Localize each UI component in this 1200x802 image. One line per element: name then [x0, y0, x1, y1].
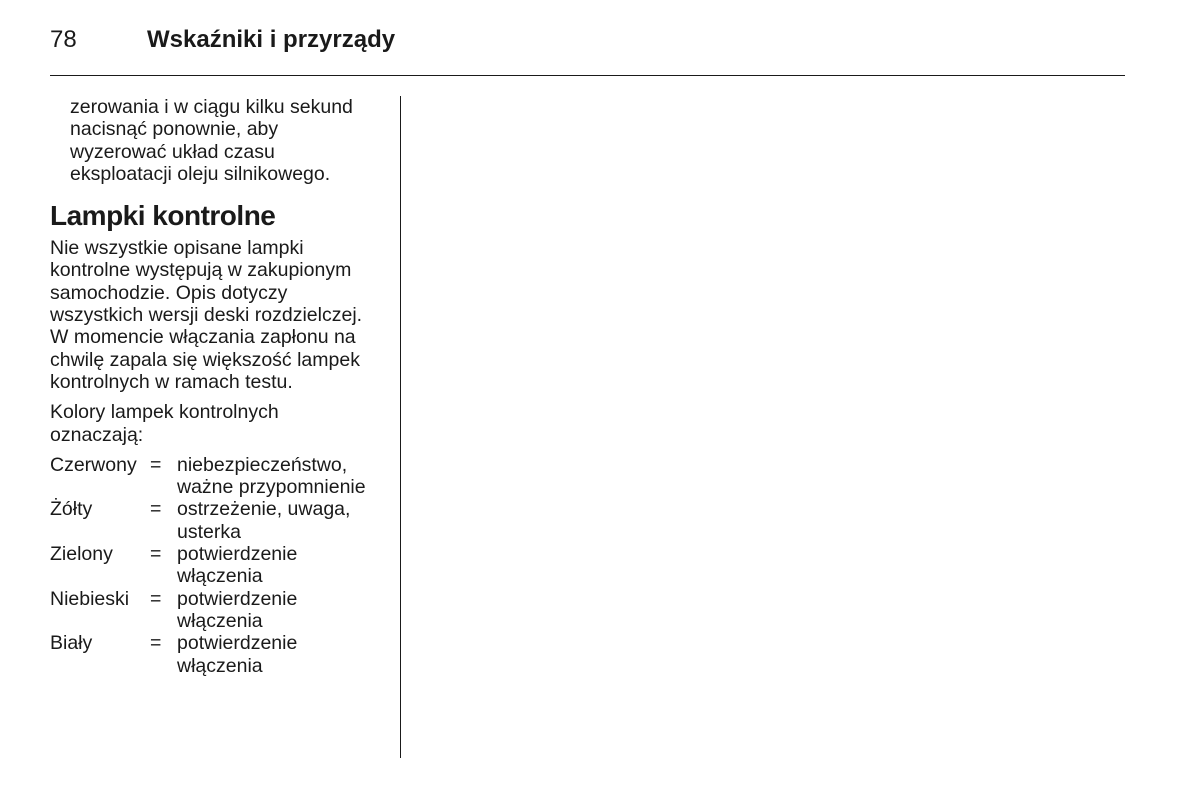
section-heading: Lampki kontrolne [50, 200, 276, 232]
equals-sign: = [150, 498, 162, 521]
color-meaning: ostrzeżenie, uwaga, usterka [177, 498, 351, 543]
color-legend-row [50, 588, 366, 633]
equals-sign: = [150, 587, 162, 610]
color-meaning: potwierdzenie włączenia [177, 632, 298, 677]
equals-sign: = [150, 453, 162, 476]
color-meaning: potwierdzenie włączenia [177, 587, 298, 632]
intro-paragraph: zerowania i w ciągu kilku sekund nacisnąć ponownie, aby wyzerować układ czasu eksploatacji oleju silnikowego. [70, 96, 353, 185]
color-name: Niebieski [50, 587, 130, 610]
left-column [50, 96, 390, 677]
color-legend-row [50, 543, 366, 588]
color-meaning: niebezpieczeństwo, ważne przypomnienie [177, 453, 366, 499]
color-legend-row [50, 632, 366, 677]
color-name: Żółty [50, 498, 93, 521]
color-name: Zielony [50, 543, 113, 566]
equals-sign: = [150, 543, 162, 566]
color-legend-row [50, 498, 366, 543]
color-name: Czerwony [50, 453, 137, 476]
color-meaning: potwierdzenie włączenia [177, 543, 298, 588]
equals-sign: = [150, 632, 162, 655]
color-name: Biały [50, 632, 93, 655]
body-paragraph: Nie wszystkie opisane lampki kontrolne występują w zakupionym samochodzie. Opis dotyczy wszystkich wersji deski rozdzielczej. W momencie włączania zapłonu na chwilę zapala się większość lampek kontrolnych w ramach testu. [50, 237, 363, 393]
header-divider [50, 75, 1125, 76]
page-number: 78 [50, 26, 77, 53]
color-legend-table [50, 454, 366, 677]
column-divider [400, 96, 401, 758]
color-legend-row [50, 454, 366, 499]
body-paragraph: Kolory lampek kontrolnych oznaczają: [50, 401, 279, 446]
page-header-title: Wskaźniki i przyrządy [147, 26, 396, 53]
